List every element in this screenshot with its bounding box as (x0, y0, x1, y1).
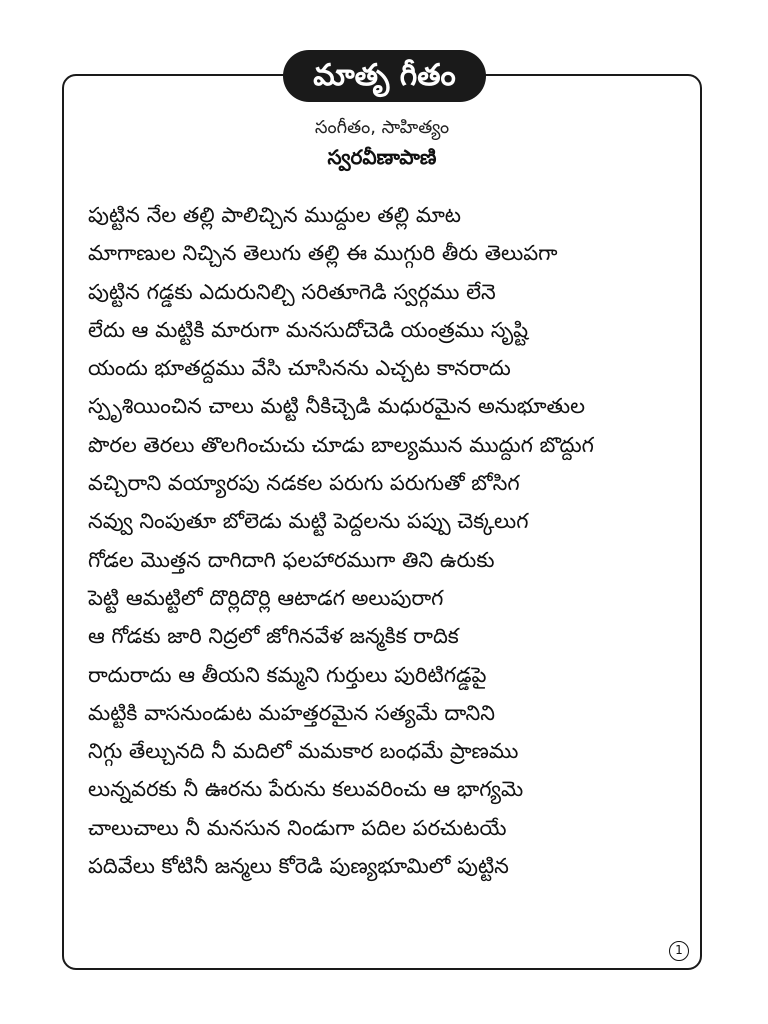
poem-line: ఆ గోడకు జారి నిద్రలో జోగినవేళ జన్మకిక రాదిక (88, 624, 459, 649)
poem-line: మట్టికి వాసనుండుట మహత్తరమైన సత్యమే దానిని (88, 700, 496, 725)
poem-line: లున్నవరకు నీ ఊరను పేరును కలువరించు ఆ భాగ్యమె (88, 777, 524, 802)
poem-line: పదివేలు కోటినీ జన్మలు కోరెడి పుణ్యభూమిలో పుట్టిన (88, 854, 509, 879)
page-number: 1 (669, 941, 689, 961)
poem-line: పుట్టిన నేల తల్లి పాలిచ్చిన ముద్దుల తల్లి మాట (88, 203, 461, 227)
poem-line: యందు భూతద్దము వేసి చూసినను ఎచ్చట కానరాదు (88, 356, 511, 381)
poem-line: మాగాణుల నిచ్చిన తెలుగు తల్లి ఈ ముగ్గురి తీరు తెలుపగా (88, 241, 558, 266)
poem-line: స్పృశియించిన చాలు మట్టి నీకిచ్చెడి మధురమైన అనుభూతుల (88, 394, 586, 419)
poem-line: చాలుచాలు నీ మనసున నిండుగా పదిల పరచుటయే (88, 815, 507, 840)
poem-line: పెట్టి ఆమట్టిలో దొర్లిదొర్లి ఆటాడగ అలుపురాగ (88, 585, 444, 610)
author-name: స్వరవీణాపాణి (327, 145, 437, 169)
poem-line: పొరల తెరలు తొలగించుచు చూడు బాల్యమున ముద్దుగ బొద్దుగ (88, 432, 594, 457)
subtitle: సంగీతం, సాహిత్యం (314, 117, 450, 138)
poem-body (88, 196, 688, 885)
poem-line: నవ్వు నింపుతూ బోలెడు మట్టి పెద్దలను పప్పు చెక్కలుగ (88, 509, 529, 534)
poem-line: నిగ్గు తేల్చునది నీ మదిలో మమకార బంధమే ప్రాణము (88, 739, 519, 764)
poem-line: వచ్చిరాని వయ్యారపు నడకల పరుగు పరుగుతో బోసిగ (88, 471, 520, 496)
poem-line: రాదురాదు ఆ తీయని కమ్మని గుర్తులు పురిటిగడ్డపై (88, 662, 487, 687)
poem-line: గోడల మొత్తన దాగిదాగి ఫలహారముగా తిని ఉరుకు (88, 547, 495, 572)
poem-line: పుట్టిన గడ్డకు ఎదురునిల్చి సరితూగెడి స్వర్గము లేనె (88, 279, 496, 304)
page-title: మాతృ గీతం (283, 50, 486, 102)
poem-line: లేదు ఆ మట్టికి మారుగా మనసుదోచెడి యంత్రము సృష్టి (88, 317, 529, 342)
